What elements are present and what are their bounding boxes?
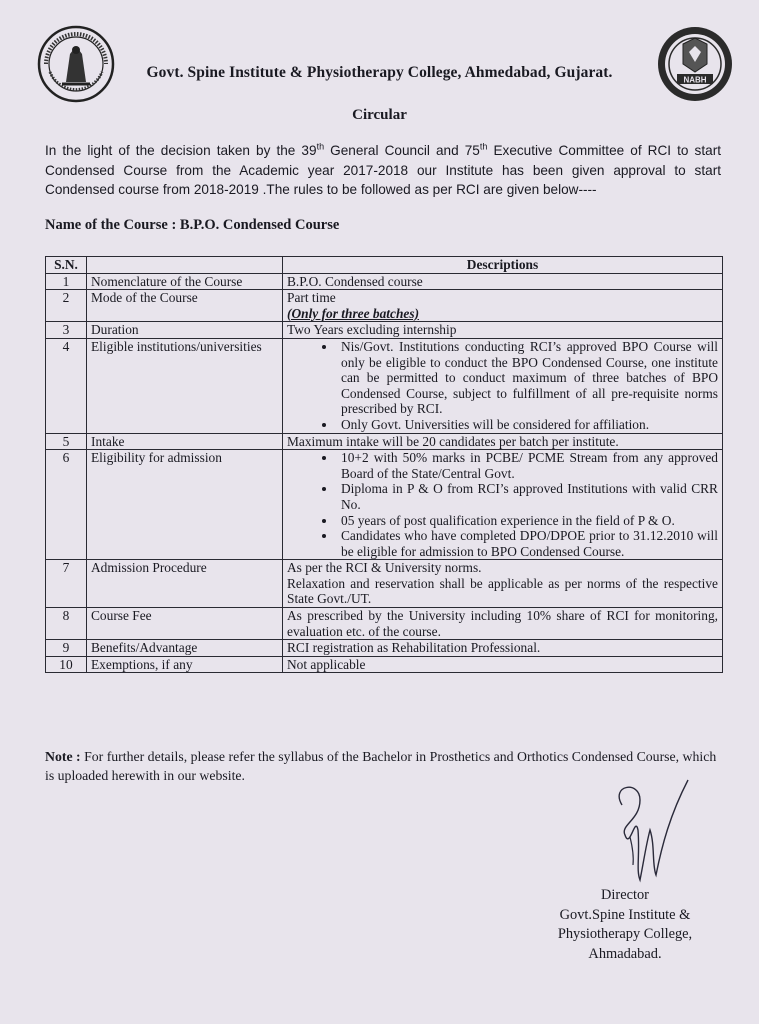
row-sn: 2 — [46, 290, 87, 322]
row-desc: Two Years excluding internship — [283, 322, 723, 339]
page-header-title: Govt. Spine Institute & Physiotherapy College, Ahmedabad, Gujarat. — [146, 64, 613, 81]
nabh-label: NABH — [683, 75, 707, 85]
row-sn: 5 — [46, 433, 87, 450]
row-desc-note: (Only for three batches) — [287, 305, 420, 321]
bullet-item: • Only Govt. Universities will be considered for affiliation. — [337, 417, 718, 433]
table-row — [46, 450, 723, 560]
bullet-item: • Candidates who have completed DPO/DPOE prior to 31.12.2010 will be eligible for admission to BPO Condensed Course. — [337, 528, 718, 559]
header-item — [87, 257, 283, 274]
row-sn: 10 — [46, 656, 87, 673]
bullet-item: • Diploma in P & O from RCI’s approved Institutions with valid CRR No. — [337, 481, 718, 512]
header-descriptions: Descriptions — [283, 257, 723, 274]
table-row — [46, 290, 723, 322]
note-label: Note : — [45, 749, 81, 764]
row-sn: 6 — [46, 450, 87, 560]
table-header-row — [46, 257, 723, 274]
intro-paragraph: In the light of the decision taken by the 39th General Council and 75th Executive Committee of RCI to start Condensed Course from the Academic year 2017-2018 our Institute has been given approval to start Condensed course from 2018-2019 .The rules to be followed as per RCI are given below---- — [45, 141, 721, 197]
row-item: Admission Procedure — [87, 560, 283, 608]
row-sn: 7 — [46, 560, 87, 608]
row-item: Exemptions, if any — [87, 656, 283, 673]
table-row — [46, 338, 723, 433]
row-item: Eligible institutions/universities — [87, 338, 283, 433]
row-sn: 3 — [46, 322, 87, 339]
director-org-line: Physiotherapy College, — [557, 926, 693, 942]
row-sn: 9 — [46, 640, 87, 657]
table-row — [46, 608, 723, 640]
row-desc — [283, 450, 723, 560]
circular-title: Circular — [352, 107, 407, 123]
row-item: Intake — [87, 433, 283, 450]
row-desc: As per the RCI & University norms. Relaxation and reservation shall be applicable as per norms of the respective State Govt./UT. — [283, 560, 723, 608]
bullet-item: • 05 years of post qualification experience in the field of P & O. — [337, 513, 718, 529]
table-row — [46, 322, 723, 339]
row-desc: As prescribed by the University including 10% share of RCI for monitoring, evaluation etc. of the course. — [283, 608, 723, 640]
director-signature — [600, 775, 690, 885]
row-item: Course Fee — [87, 608, 283, 640]
table-row — [46, 273, 723, 290]
row-item: Nomenclature of the Course — [87, 273, 283, 290]
row-desc: Part time (Only for three batches) — [283, 290, 723, 322]
note-text: For further details, please refer the syllabus of the Bachelor in Prosthetics and Orthotics Condensed Course, which is uploaded herewith in our website. — [45, 749, 717, 783]
course-name-heading: Name of the Course : B.P.O. Condensed Course — [45, 217, 340, 233]
director-title: Director — [601, 887, 649, 903]
row-item: Duration — [87, 322, 283, 339]
course-rules-table — [45, 256, 723, 673]
row-sn: 4 — [46, 338, 87, 433]
table-row — [46, 640, 723, 657]
row-sn: 8 — [46, 608, 87, 640]
row-desc: B.P.O. Condensed course — [283, 273, 723, 290]
bullet-item: • Nis/Govt. Institutions conducting RCI’s approved BPO Course will only be eligible to conduct the BPO Condensed Course, one institute can be permitted to conduct maximum of three batches of BPO Condensed Course, subject to fulfillment of all pre-requisite norms prescribed by RCI. — [337, 339, 718, 417]
table-row — [46, 656, 723, 673]
row-item: Eligibility for admission — [87, 450, 283, 560]
table-row — [46, 560, 723, 608]
director-city: Ahmadabad. — [588, 945, 662, 962]
row-item: Benefits/Advantage — [87, 640, 283, 657]
row-desc: RCI registration as Rehabilitation Professional. — [283, 640, 723, 657]
bullet-item: • 10+2 with 50% marks in PCBE/ PCME Stream from any approved Board of the State/Central Govt. — [337, 450, 718, 481]
director-org-line: Govt.Spine Institute & — [559, 906, 691, 923]
row-sn: 1 — [46, 273, 87, 290]
row-item: Mode of the Course — [87, 290, 283, 322]
director-block — [540, 886, 710, 964]
header-sn: S.N. — [46, 257, 87, 274]
table-row — [46, 433, 723, 450]
row-desc: Not applicable — [283, 656, 723, 673]
row-desc: Maximum intake will be 20 candidates per batch per institute. — [283, 433, 723, 450]
row-desc — [283, 338, 723, 433]
